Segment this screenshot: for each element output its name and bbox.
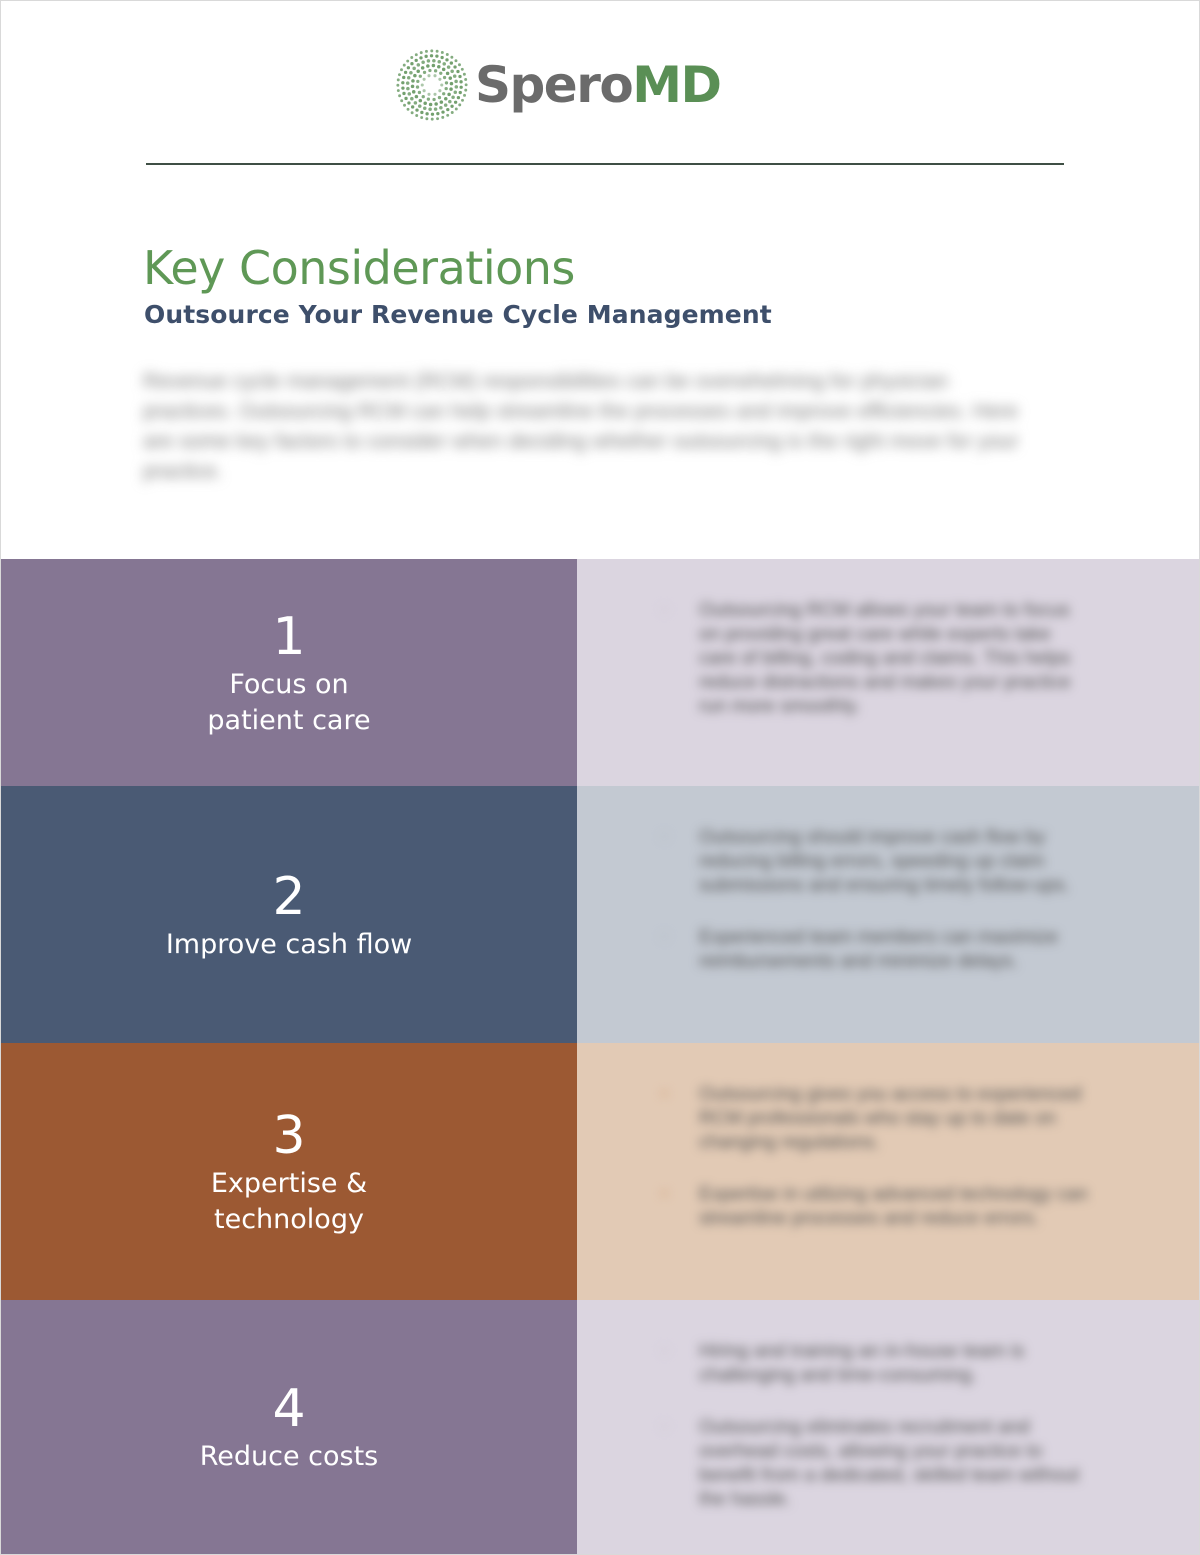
considerations-table bbox=[1, 559, 1200, 1554]
consideration-label: Expertise & technology bbox=[210, 1167, 368, 1235]
page-subtitle: Outsource Your Revenue Cycle Management bbox=[144, 300, 772, 329]
bullet-list bbox=[661, 1340, 1089, 1540]
header-divider bbox=[146, 163, 1064, 165]
bullet-item: • Outsourcing gives you access to experienced RCM professionals who stay up to date on changing regulations. bbox=[661, 1083, 1089, 1155]
bullet-list bbox=[661, 1083, 1089, 1259]
consideration-row bbox=[1, 1043, 1200, 1300]
consideration-label: Reduce costs bbox=[199, 1441, 379, 1472]
consideration-heading-cell bbox=[1, 559, 577, 786]
consideration-row bbox=[1, 786, 1200, 1043]
consideration-number: 3 bbox=[272, 1105, 306, 1166]
consideration-heading-cell bbox=[1, 1043, 577, 1300]
intro-paragraph: Revenue cycle management (RCM) responsibilities can be overwhelming for physician practices. Outsourcing RCM can help streamline the processes and improve efficiencies. Here are some key factors to consider when deciding whether outsourcing is the right move for your practice. bbox=[143, 370, 1019, 483]
bullet-item: • Experienced team members can maximize reimbursements and minimize delays. bbox=[661, 926, 1089, 974]
consideration-detail-cell bbox=[577, 1043, 1200, 1300]
bullet-item: • Outsourcing should improve cash flow by reducing billing errors, speeding up claim submissions and ensuring timely follow-ups. bbox=[661, 826, 1089, 898]
consideration-row bbox=[1, 559, 1200, 786]
logo-text bbox=[475, 56, 721, 114]
bullet-item: • Outsourcing eliminates recruitment and overhead costs, allowing your practice to benefit from a dedicated, skilled team without the hassle. bbox=[661, 1416, 1089, 1512]
bullet-item: • Expertise in utilizing advanced technology can streamline processes and reduce errors. bbox=[661, 1183, 1089, 1231]
page-title: Key Considerations bbox=[143, 241, 575, 295]
consideration-heading-cell bbox=[1, 786, 577, 1043]
consideration-heading-cell bbox=[1, 1300, 577, 1554]
bullet-list bbox=[661, 599, 1089, 747]
consideration-detail-cell bbox=[577, 559, 1200, 786]
consideration-detail-cell bbox=[577, 1300, 1200, 1554]
logo-text-md: MD bbox=[632, 56, 721, 114]
bullet-item: • Hiring and training an in-house team is challenging and time-consuming. bbox=[661, 1340, 1089, 1388]
bullet-item: • Outsourcing RCM allows your team to focus on providing great care while experts take care of billing, coding and claims. This helps reduce distractions and makes your practice run more smoothly. bbox=[661, 599, 1089, 719]
dotted-circle-logo-icon bbox=[393, 46, 471, 124]
consideration-row bbox=[1, 1300, 1200, 1554]
logo bbox=[393, 45, 721, 125]
consideration-label: Focus on patient care bbox=[207, 668, 371, 736]
logo-text-spero: Spero bbox=[475, 56, 633, 114]
consideration-number: 1 bbox=[272, 606, 306, 667]
consideration-number: 4 bbox=[272, 1379, 306, 1439]
consideration-number: 2 bbox=[272, 866, 306, 927]
bullet-list bbox=[661, 826, 1089, 1002]
consideration-label: Improve cash flow bbox=[165, 928, 413, 960]
consideration-detail-cell bbox=[577, 786, 1200, 1043]
